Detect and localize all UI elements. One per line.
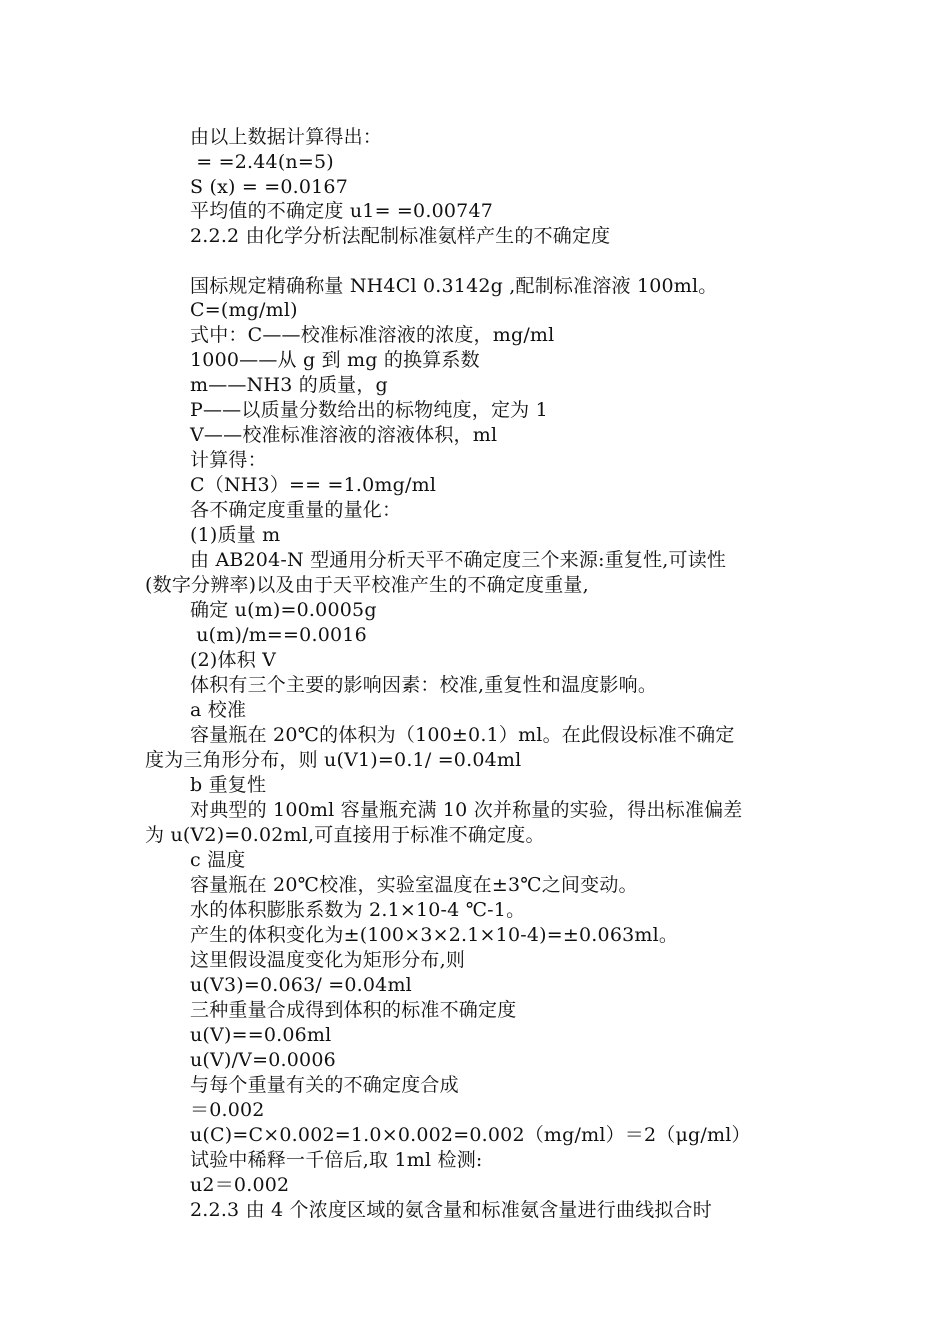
formula-line: u(V)/V=0.0006 (190, 1049, 336, 1071)
text-line: 水的体积膨胀系数为 2.1×10-4 ℃-1。 (190, 899, 526, 921)
text-line: P——以质量分数给出的标物纯度，定为 1 (190, 399, 548, 421)
text-line: 式中：C——校准标准溶液的浓度，mg/ml (190, 324, 555, 346)
text-line: (数字分辨率)以及由于天平校准产生的不确定度重量, (145, 574, 589, 596)
text-line: S (x) = =0.0167 (190, 176, 348, 198)
text-line: (2)体积 V (190, 649, 277, 671)
formula-line: C=(mg/ml) (190, 299, 298, 321)
formula-line: C（NH3）== =1.0mg/ml (190, 474, 437, 496)
text-line: 确定 u(m)=0.0005g (190, 599, 377, 621)
text-line: 各不确定度重量的量化： (190, 499, 402, 521)
formula-line: u(V3)=0.063/ =0.04ml (190, 974, 412, 996)
text-line: 三种重量合成得到体积的标准不确定度 (190, 999, 517, 1021)
text-line: a 校准 (190, 699, 247, 721)
section-heading: 2.2.3 由 4 个浓度区域的氨含量和标准氨含量进行曲线拟合时 (190, 1199, 712, 1221)
formula-line: u(C)=C×0.002=1.0×0.002=0.002（mg/ml）＝2（μg/ml） (190, 1124, 751, 1146)
text-line: (1)质量 m (190, 524, 281, 546)
text-line: 产生的体积变化为±(100×3×2.1×10-4)=±0.063ml。 (190, 924, 679, 946)
formula-line: ＝0.002 (190, 1099, 265, 1121)
text-line: V——校准标准溶液的溶液体积，ml (190, 424, 498, 446)
formula-line: u(m)/m==0.0016 (190, 624, 367, 646)
section-heading: 2.2.2 由化学分析法配制标准氨样产生的不确定度 (190, 225, 611, 247)
text-line: c 温度 (190, 849, 246, 871)
text-line: b 重复性 (190, 774, 267, 796)
text-line: 国标规定精确称量 NH4Cl 0.3142g ,配制标准溶液 100ml。 (190, 275, 718, 297)
text-line: m——NH3 的质量，g (190, 374, 388, 396)
text-line: 度为三角形分布，则 u(V1)=0.1/ =0.04ml (145, 749, 522, 771)
text-line: 试验中稀释一千倍后,取 1ml 检测: (190, 1149, 483, 1171)
text-line: 为 u(V2)=0.02ml,可直接用于标准不确定度。 (145, 824, 545, 846)
text-line: 计算得： (190, 449, 267, 471)
text-line: 这里假设温度变化为矩形分布,则 (190, 949, 466, 971)
text-line: 体积有三个主要的影响因素：校准,重复性和温度影响。 (190, 674, 658, 696)
text-line: 1000——从 g 到 mg 的换算系数 (190, 349, 480, 371)
text-line: 容量瓶在 20℃校准，实验室温度在±3℃之间变动。 (190, 874, 638, 896)
text-line: 由以上数据计算得出： (190, 126, 383, 148)
text-line: 由 AB204-N 型通用分析天平不确定度三个来源:重复性,可读性 (190, 549, 727, 571)
text-line: 容量瓶在 20℃的体积为（100±0.1）ml。在此假设标准不确定 (190, 724, 735, 746)
text-line: 对典型的 100ml 容量瓶充满 10 次并称量的实验，得出标准偏差 (190, 799, 743, 821)
text-line: 与每个重量有关的不确定度合成 (190, 1074, 459, 1096)
text-line: 平均值的不确定度 u1= =0.00747 (190, 200, 494, 222)
formula-line: u(V)==0.06ml (190, 1024, 332, 1046)
text-line: = =2.44(n=5) (190, 151, 334, 173)
formula-line: u2＝0.002 (190, 1174, 290, 1196)
